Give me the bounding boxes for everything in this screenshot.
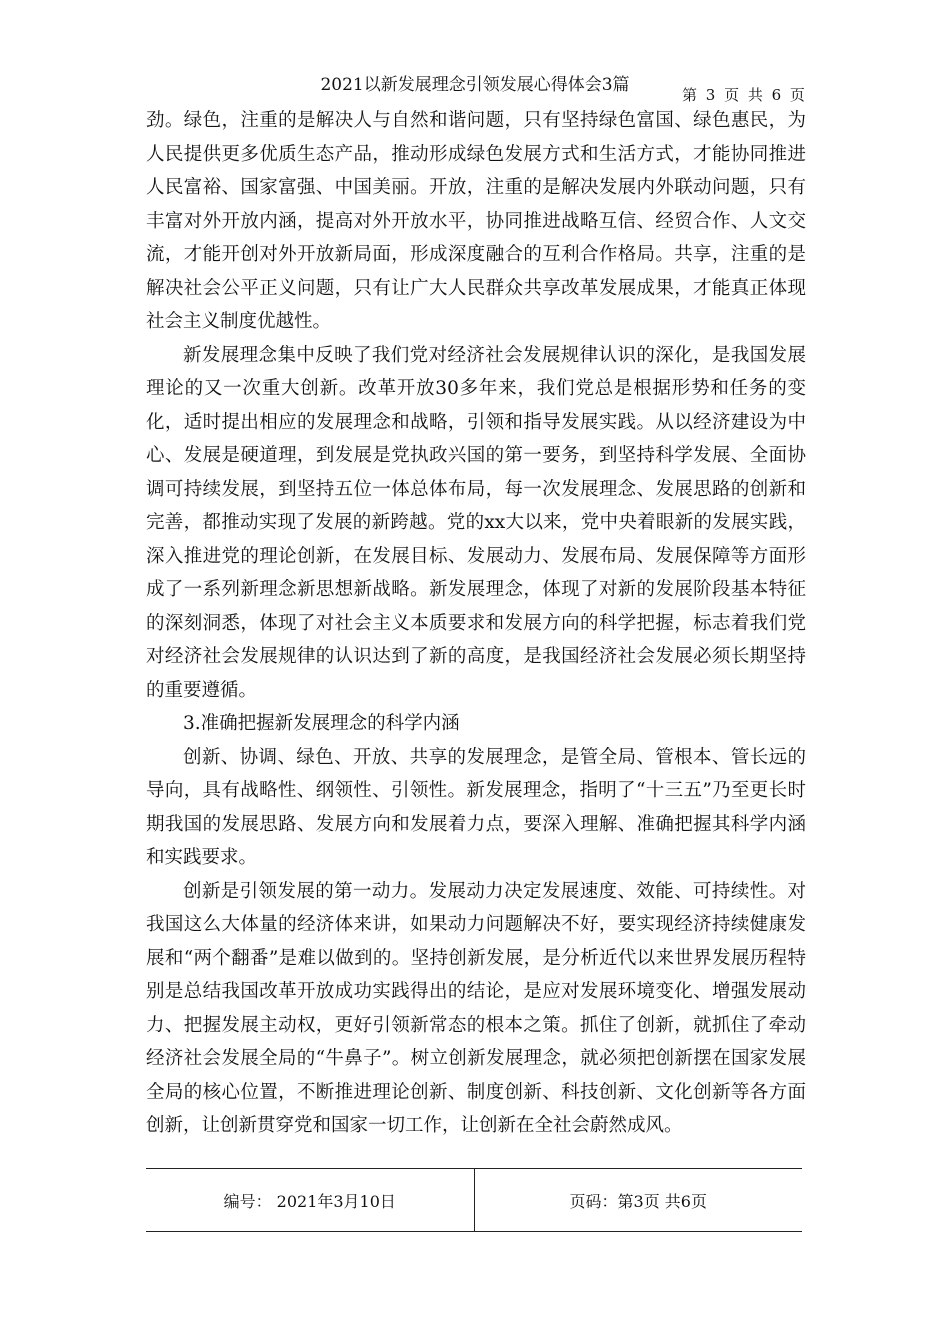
section-heading: 3.准确把握新发展理念的科学内涵 [183,713,460,734]
footer-page-number: 页码：第3页 共6页 [569,1191,707,1211]
header-title: 2021以新发展理念引领发展心得体会3篇 [320,75,630,95]
document-body [146,104,806,1143]
footer-serial: 编号： 2021年3月10日 [146,1169,475,1231]
paragraph-3: 创新、协调、绿色、开放、共享的发展理念，是管全局、管根本、管长远的导向，具有战略性、纲领性、引领性。新发展理念，指明了“十三五”乃至更长时期我国的发展思路、发展方向和发展着力点，要深入理解、准确把握其科学内涵和实践要求。 [146,746,806,868]
paragraph-1: 劲。绿色，注重的是解决人与自然和谐问题，只有坚持绿色富国、绿色惠民，为人民提供更多优质生态产品，推动形成绿色发展方式和生活方式，才能协同推进人民富裕、国家富强、中国美丽。开放，注重的是解决发展内外联动问题，只有丰富对外开放内涵，提高对外开放水平，协同推进战略互信、经贸合作、人文交流，才能开创对外开放新局面，形成深度融合的互利合作格局。共享，注重的是解决社会公平正义问题，只有让广大人民群众共享改革发展成果，才能真正体现社会主义制度优越性。 [146,110,806,332]
header-page-indicator: 第 3 页 共 6 页 [682,86,807,104]
paragraph-4: 创新是引领发展的第一动力。发展动力决定发展速度、效能、可持续性。对我国这么大体量的经济体来讲，如果动力问题解决不好，要实现经济持续健康发展和“两个翻番”是难以做到的。坚持创新发展，是分析近代以来世界发展历程特别是总结我国改革开放成功实践得出的结论，是应对发展环境变化、增强发展动力、把握发展主动权，更好引领新常态的根本之策。抓住了创新，就抓住了牵动经济社会发展全局的“牛鼻子”。树立创新发展理念，就必须把创新摆在国家发展全局的核心位置，不断推进理论创新、制度创新、科技创新、文化创新等各方面创新，让创新贯穿党和国家一切工作，让创新在全社会蔚然成风。 [146,880,806,1136]
footer-table [146,1168,802,1232]
paragraph-2: 新发展理念集中反映了我们党对经济社会发展规律认识的深化，是我国发展理论的又一次重大创新。改革开放30多年来，我们党总是根据形势和任务的变化，适时提出相应的发展理念和战略，引领和指导发展实践。从以经济建设为中心、发展是硬道理，到发展是党执政兴国的第一要务，到坚持科学发展、全面协调可持续发展，到坚持五位一体总体布局，每一次发展理念、发展思路的创新和完善，都推动实现了发展的新跨越。党的xx大以来，党中央着眼新的发展实践，深入推进党的理论创新，在发展目标、发展动力、发展布局、发展保障等方面形成了一系列新理念新思想新战略。新发展理念，体现了对新的发展阶段基本特征的深刻洞悉，体现了对社会主义本质要求和发展方向的科学把握，标志着我们党对经济社会发展规律的认识达到了新的高度，是我国经济社会发展必须长期坚持的重要遵循。 [146,344,806,701]
